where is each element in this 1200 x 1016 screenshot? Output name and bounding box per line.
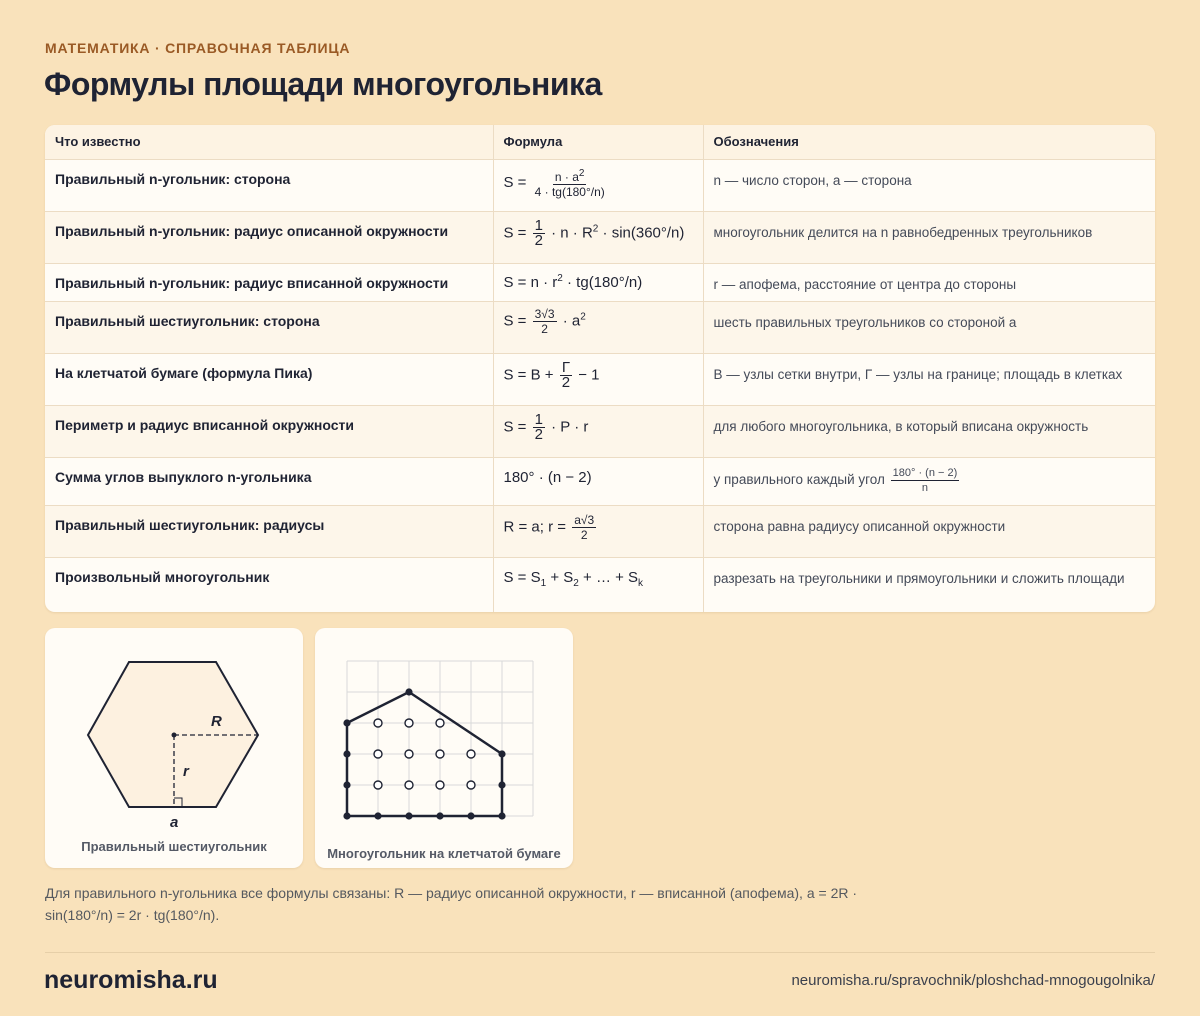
cell-notes: шесть правильных треугольников со стороной a <box>703 301 1155 353</box>
cell-formula <box>493 557 703 612</box>
page-title: Формулы площади многоугольника <box>44 66 602 102</box>
interior-node <box>405 750 413 758</box>
fraction-numerator: Г <box>561 358 570 376</box>
boundary-node <box>343 781 350 788</box>
boundary-node <box>498 812 505 819</box>
boundary-node <box>498 750 505 757</box>
header-formula: Формула <box>493 125 703 159</box>
boundary-node <box>374 812 381 819</box>
center-point <box>172 733 177 738</box>
interior-node <box>405 781 413 789</box>
interior-node <box>467 781 475 789</box>
fraction-numerator: 1 <box>534 410 543 428</box>
fraction-numerator: 180° · (n − 2) <box>892 466 958 479</box>
cell-formula <box>493 159 703 211</box>
boundary-node <box>436 812 443 819</box>
fraction <box>891 466 960 495</box>
header-known: Что известно <box>45 125 493 159</box>
formula-lhs: R = a; r = <box>503 517 567 535</box>
boundary-node <box>343 719 350 726</box>
boundary-node <box>467 812 474 819</box>
formula-lhs: S = <box>503 173 527 191</box>
fraction-denominator: 2 <box>541 321 548 336</box>
hexagon-diagram <box>45 628 303 868</box>
cell-notes: r — апофема, расстояние от центра до стороны <box>703 263 1155 301</box>
footer-url: neuromisha.ru/spravochnik/ploshchad-mnogougolnika/ <box>791 972 1155 989</box>
divider <box>45 952 1155 953</box>
interior-node <box>436 750 444 758</box>
interior-node <box>405 719 413 727</box>
grid-diagram <box>315 628 573 868</box>
fraction-numerator: a√3 <box>574 512 595 527</box>
interior-node <box>467 750 475 758</box>
formula-table-card <box>45 125 1155 612</box>
fraction-numerator: 1 <box>534 216 543 234</box>
cell-formula <box>493 405 703 457</box>
superscript: 2 <box>592 222 599 234</box>
subscript: k <box>638 577 644 589</box>
fraction-denominator: 2 <box>580 527 588 542</box>
boundary-node <box>405 688 412 695</box>
header-notes: Обозначения <box>703 125 1155 159</box>
cell-formula <box>493 353 703 405</box>
formula-part: · a <box>562 311 581 329</box>
formula-lhs: S = В + <box>503 365 554 383</box>
formula-part: · tg(180°/n) <box>567 273 643 291</box>
cell-known: Сумма углов выпуклого n-угольника <box>45 457 493 505</box>
boundary-node <box>498 781 505 788</box>
fraction-numerator: 3√3 <box>534 306 555 321</box>
cell-known: Правильный n-угольник: сторона <box>45 159 493 211</box>
interior-node <box>374 750 382 758</box>
cell-notes: В — узлы сетки внутри, Г — узлы на границе; площадь в клетках <box>703 353 1155 405</box>
formula-part: − 1 <box>578 365 600 383</box>
boundary-node <box>343 812 350 819</box>
cell-formula <box>493 211 703 263</box>
formula-part: · P · r <box>551 417 589 435</box>
table-row <box>45 159 1155 211</box>
fraction <box>572 513 596 542</box>
cell-known: Правильный шестиугольник: радиусы <box>45 505 493 557</box>
figure-caption: Правильный шестиугольник <box>81 839 267 854</box>
formula-table <box>45 125 1155 612</box>
superscript: 2 <box>580 310 586 322</box>
table-row <box>45 457 1155 505</box>
label-a: a <box>170 814 179 831</box>
fraction-denominator: 2 <box>534 425 543 443</box>
fraction-denominator: 2 <box>561 373 571 391</box>
cell-known: Произвольный многоугольник <box>55 568 270 585</box>
boundary-node <box>343 750 350 757</box>
table-row <box>45 301 1155 353</box>
boundary-node <box>405 812 412 819</box>
formula-part: · n · R <box>551 223 593 241</box>
table-row <box>45 405 1155 457</box>
grid-figure <box>315 628 573 868</box>
cell-known: На клетчатой бумаге (формула Пика) <box>45 353 493 405</box>
cell-notes: для любого многоугольника, в который вписана окружность <box>703 405 1155 457</box>
table-header-row <box>45 125 1155 159</box>
kicker: МАТЕМАТИКА · СПРАВОЧНАЯ ТАБЛИЦА <box>45 40 351 56</box>
cell-known: Правильный шестиугольник: сторона <box>45 301 493 353</box>
figure-caption: Многоугольник на клетчатой бумаге <box>327 846 561 861</box>
fraction <box>533 216 545 249</box>
cell-formula <box>493 263 703 301</box>
formula-part: + … + S <box>583 568 639 586</box>
subscript: 1 <box>540 577 547 589</box>
formula-lhs: S = <box>503 311 527 329</box>
formula-part: + S <box>550 568 574 586</box>
cell-notes: разрезать на треугольники и прямоугольники и сложить площади <box>703 557 1155 612</box>
fraction <box>533 307 557 336</box>
cell-notes: сторона равна радиусу описанной окружности <box>703 505 1155 557</box>
notes-text: у правильного каждый угол <box>713 471 885 487</box>
formula-part: S = n · r <box>503 273 558 291</box>
formula-part: S = S <box>503 568 541 586</box>
table-row <box>45 353 1155 405</box>
formula-part: · sin(360°/n) <box>602 223 685 241</box>
cell-formula: 180° · (n − 2) <box>493 457 703 505</box>
subscript: 2 <box>573 577 579 589</box>
label-r: r <box>183 763 189 780</box>
interior-node <box>374 719 382 727</box>
fraction <box>533 410 545 443</box>
table-row <box>45 211 1155 263</box>
formula-lhs: S = <box>503 417 527 435</box>
superscript: 2 <box>578 167 585 179</box>
cell-notes: n — число сторон, a — сторона <box>703 159 1155 211</box>
superscript: 2 <box>557 272 563 284</box>
cell-formula <box>493 505 703 557</box>
cell-notes <box>703 457 1155 505</box>
table-row <box>45 557 1155 612</box>
fraction <box>560 358 572 391</box>
cell-notes: многоугольник делится на n равнобедренных треугольников <box>703 211 1155 263</box>
hexagon-figure <box>45 628 303 868</box>
fraction-denominator: 4 · tg(180°/n) <box>534 184 605 199</box>
cell-known: Правильный n-угольник: радиус описанной окружности <box>45 211 493 263</box>
brand-logo: neuromisha.ru <box>44 966 218 994</box>
interior-node <box>436 719 444 727</box>
interior-node <box>374 781 382 789</box>
cell-formula <box>493 301 703 353</box>
fraction <box>533 167 607 199</box>
formula-lhs: S = <box>503 223 527 241</box>
footnote: Для правильного n-угольника все формулы связаны: R — радиус описанной окружности, r — вписанной (апофема), a = 2R · sin(180°/n) = 2r · tg(180°/n). <box>45 885 858 923</box>
fraction-denominator: n <box>921 481 929 494</box>
cell-known: Периметр и радиус вписанной окружности <box>45 405 493 457</box>
table-row <box>45 505 1155 557</box>
fraction-denominator: 2 <box>534 231 543 249</box>
interior-node <box>436 781 444 789</box>
table-row <box>45 263 1155 301</box>
cell-known: Правильный n-угольник: радиус вписанной окружности <box>45 263 493 301</box>
label-R: R <box>211 713 222 730</box>
fraction-numerator: n · a <box>554 169 579 184</box>
